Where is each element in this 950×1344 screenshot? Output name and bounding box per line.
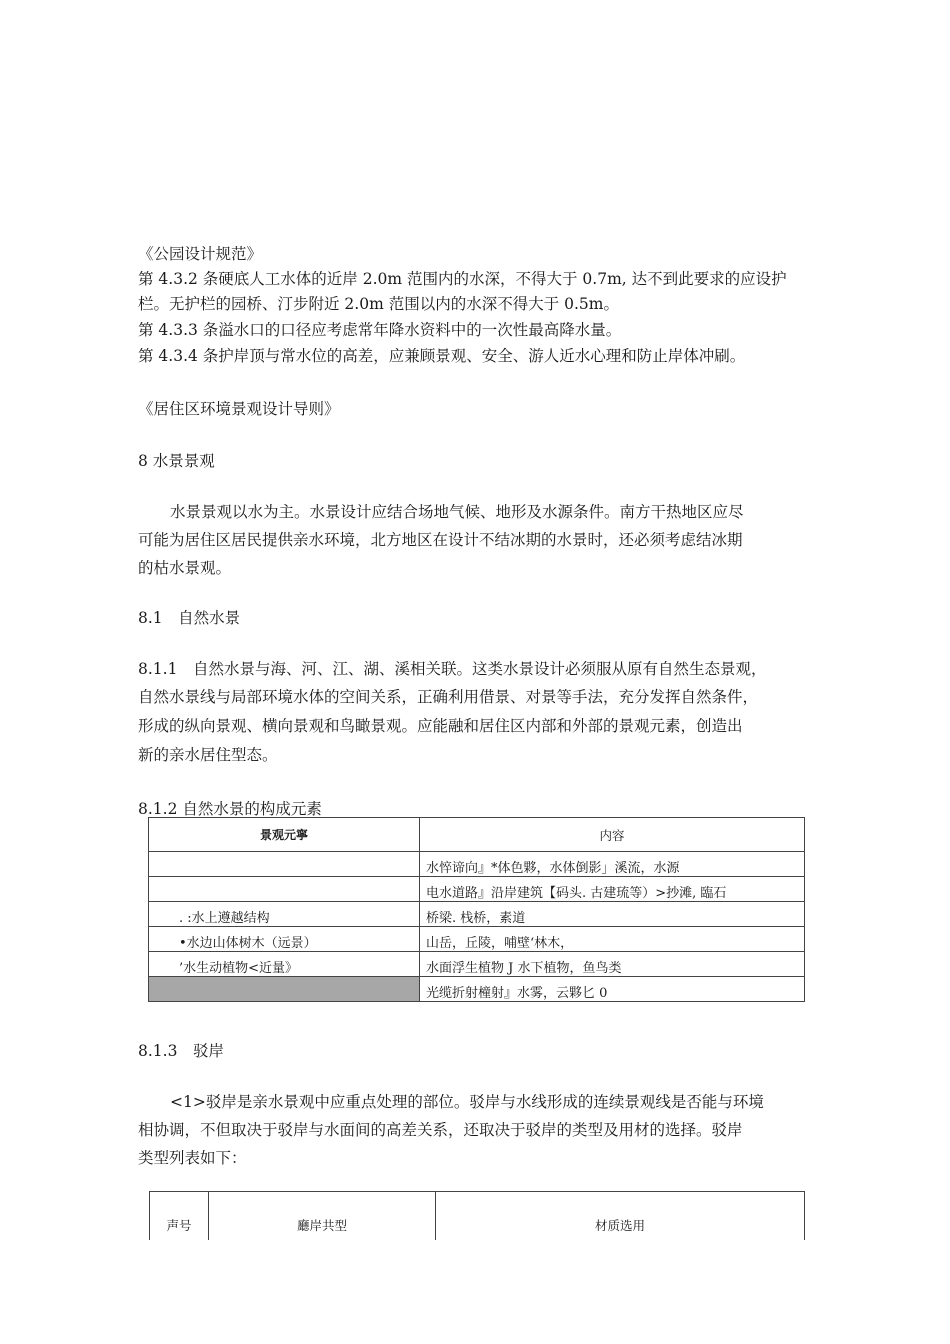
s811-line4: 新的亲水居住型态。 — [138, 746, 278, 764]
water-elements-table — [148, 817, 805, 1002]
table-header-row — [150, 1192, 805, 1241]
element-cell — [149, 852, 420, 877]
table-row — [149, 877, 805, 902]
s811-line1: 8.1.1 自然水景与海、河、江、湖、溪相关联。这类水景设计必须服从原有自然生态景观， — [138, 660, 767, 678]
header-material: 材质选用 — [436, 1192, 805, 1241]
s811-line3: 形成的纵向景观、横向景观和鸟瞰景观。应能融和居住区内部和外部的景观元素，创造出 — [138, 717, 743, 735]
article-433: 第 4.3.3 条溢水口的口径应考虑常年降水资料中的一次性最高降水量。 — [138, 321, 622, 339]
table-row — [149, 927, 805, 952]
article-432-line2: 栏。无护栏的园桥、汀步附近 2.0m 范围以内的水深不得大于 0.5m。 — [138, 295, 619, 313]
element-cell: •水边山体树木（远景） — [149, 927, 420, 952]
table-row — [149, 852, 805, 877]
guide-title: 《居住区环境景观设计导则》 — [138, 400, 340, 418]
section-81-heading: 8.1 自然水景 — [138, 609, 241, 627]
s811-line2: 自然水景线与局部环境水体的空间关系，正确利用借景、对景等手法，充分发挥自然条件， — [138, 688, 759, 706]
header-element: 景观元寧 — [149, 818, 420, 852]
header-content: 内容 — [420, 818, 805, 852]
table-header-row — [149, 818, 805, 852]
article-434: 第 4.3.4 条护岸顶与常水位的高差，应兼顾景观、安全、游人近水心理和防止岸体冲刷。 — [138, 347, 746, 365]
header-revetment-type: 廳岸共型 — [209, 1192, 436, 1241]
content-cell: 电水道路』沿岸建筑【码头. 古建琉等）>抄滩, 臨石 — [420, 877, 805, 902]
element-cell: . :水上遵越结构 — [149, 902, 420, 927]
table-row — [149, 902, 805, 927]
header-number: 声号 — [150, 1192, 209, 1241]
revetment-types-table — [149, 1191, 805, 1240]
element-cell — [149, 877, 420, 902]
table-row — [149, 952, 805, 977]
content-cell: 水悴谛向』*体色夥，水体倒影」溪流，水源 — [420, 852, 805, 877]
content-cell: 山岳，丘陵，哺壁‘林木， — [420, 927, 805, 952]
intro-line1: 水景景观以水为主。水景设计应结合场地气候、地形及水源条件。南方干热地区应尽 — [170, 503, 744, 521]
s813-line1: <1>驳岸是亲水景观中应重点处理的部位。驳岸与水线形成的连续景观线是否能与环境 — [170, 1093, 764, 1111]
content-cell: 水面浮生植物 J 水下植物，鱼鸟类 — [420, 952, 805, 977]
element-cell: ’水生动植物<近量》 — [149, 952, 420, 977]
table-row — [149, 977, 805, 1002]
element-cell-shaded — [149, 977, 420, 1002]
content-cell: 桥梁. 栈桥，素道 — [420, 902, 805, 927]
intro-line2: 可能为居住区居民提供亲水环境，北方地区在设计不结冰期的水景时，还必须考虑结冰期 — [138, 531, 743, 549]
article-432-line1: 第 4.3.2 条硬底人工水体的近岸 2.0m 范围内的水深，不得大于 0.7m, 达不到此要求的应设护 — [138, 270, 787, 288]
s813-line2: 相协调，不但取决于驳岸与水面间的高差关系，还取决于驳岸的类型及用材的选择。驳岸 — [138, 1121, 743, 1139]
intro-line3: 的枯水景观。 — [138, 559, 232, 577]
parks-code-title: 《公园设计规范》 — [138, 245, 263, 263]
s812-heading: 8.1.2 自然水景的构成元素 — [138, 800, 322, 818]
section-8-heading: 8 水景景观 — [138, 452, 215, 470]
s813-line3: 类型列表如下： — [138, 1149, 247, 1167]
content-cell: 光缆折射橦射』水雾，云夥匕 0 — [420, 977, 805, 1002]
s813-heading: 8.1.3 驳岸 — [138, 1042, 224, 1060]
